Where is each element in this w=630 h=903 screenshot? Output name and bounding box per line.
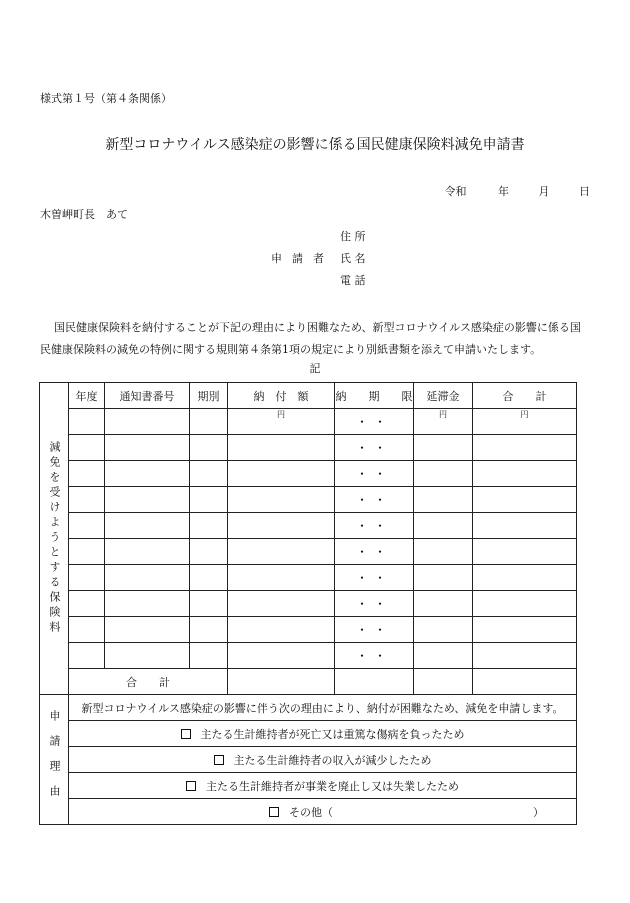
header-total: 合 計: [473, 383, 577, 409]
payment-amount-cell[interactable]: [228, 617, 335, 643]
period-cell[interactable]: [190, 435, 228, 461]
late-fee-cell[interactable]: [414, 617, 473, 643]
year-cell[interactable]: [69, 565, 105, 591]
reason-business-closure[interactable]: [69, 773, 577, 799]
reason-label: 主たる生計維持者が事業を廃止し又は失業したため: [206, 779, 459, 793]
application-statement: 国民健康保険料を納付することが下記の理由により困難なため、新型コロナウイルス感染症の影響に係る国民健康保険料の減免の特例に関する規則第４条第1項の規定により別紙書類を添えて申請いたします。: [40, 321, 581, 356]
reason-label: 主たる生計維持者の収入が減少したため: [233, 753, 432, 767]
reason-intro: 新型コロナウイルス感染症の影響に伴う次の理由により、納付が困難なため、減免を申請します。: [69, 695, 577, 721]
year-cell[interactable]: [69, 409, 105, 435]
date-era: 令和: [444, 185, 467, 198]
notice-number-cell[interactable]: [105, 643, 190, 669]
total-cell[interactable]: [473, 513, 577, 539]
due-date-cell[interactable]: ・・: [335, 539, 414, 565]
payment-amount-cell[interactable]: [228, 461, 335, 487]
total-cell[interactable]: [473, 617, 577, 643]
total-cell[interactable]: [473, 591, 577, 617]
header-payment-amount: 納 付 額: [228, 383, 335, 409]
year-cell[interactable]: [69, 461, 105, 487]
table-row: [40, 409, 577, 435]
total-cell[interactable]: [473, 539, 577, 565]
reason-row: [40, 799, 577, 825]
period-cell[interactable]: [190, 539, 228, 565]
name-label: 氏 名: [340, 252, 366, 265]
document-title: 新型コロナウイルス感染症の影響に係る国民健康保険料減免申請書: [105, 137, 525, 153]
due-date-cell[interactable]: ・・: [335, 461, 414, 487]
grand-total-label: 合 計: [69, 669, 228, 695]
period-cell[interactable]: [190, 617, 228, 643]
late-fee-cell[interactable]: [414, 643, 473, 669]
late-fee-cell[interactable]: [414, 565, 473, 591]
premium-table: [39, 382, 577, 825]
year-cell[interactable]: [69, 617, 105, 643]
reason-intro-row: [40, 695, 577, 721]
total-cell[interactable]: [473, 565, 577, 591]
period-cell[interactable]: [190, 461, 228, 487]
date-day: 日: [579, 185, 590, 198]
checkbox-icon[interactable]: [186, 781, 196, 791]
header-period: 期別: [190, 383, 228, 409]
grand-total-due[interactable]: [335, 669, 414, 695]
applicant-title: 申請者: [271, 252, 334, 265]
date-line: [425, 183, 591, 199]
grand-total-payment[interactable]: [228, 669, 335, 695]
due-date-cell[interactable]: ・・: [335, 565, 414, 591]
table-row: [40, 643, 577, 669]
header-due-date: 納 期 限: [335, 383, 414, 409]
grand-total-late-fee[interactable]: [414, 669, 473, 695]
period-cell[interactable]: [190, 513, 228, 539]
total-cell[interactable]: [473, 435, 577, 461]
notice-number-cell[interactable]: [105, 617, 190, 643]
due-date-cell[interactable]: ・・: [335, 435, 414, 461]
header-notice-number: 通知書番号: [105, 383, 190, 409]
notice-number-cell[interactable]: [105, 409, 190, 435]
payment-amount-cell[interactable]: 円: [228, 409, 335, 435]
due-date-cell[interactable]: ・・: [335, 513, 414, 539]
table-row: [40, 591, 577, 617]
payment-amount-cell[interactable]: [228, 539, 335, 565]
reason-row: [40, 721, 577, 747]
other-close-paren: ）: [533, 805, 544, 819]
reason-label: その他（: [289, 805, 333, 819]
year-cell[interactable]: [69, 591, 105, 617]
due-date-cell[interactable]: ・・: [335, 591, 414, 617]
table-row: [40, 461, 577, 487]
due-date-cell[interactable]: ・・: [335, 617, 414, 643]
reason-row: [40, 747, 577, 773]
table-row: [40, 617, 577, 643]
addressee: 木曽岬町長 あて: [40, 208, 128, 221]
late-fee-cell[interactable]: [414, 461, 473, 487]
table-row: [40, 487, 577, 513]
reason-label: 主たる生計維持者が死亡又は重篤な傷病を負ったため: [200, 727, 465, 741]
period-cell[interactable]: [190, 487, 228, 513]
header-row: [40, 383, 577, 409]
checkbox-icon[interactable]: [214, 755, 224, 765]
total-cell[interactable]: [473, 487, 577, 513]
year-cell[interactable]: [69, 513, 105, 539]
table-row: [40, 513, 577, 539]
notice-number-cell[interactable]: [105, 487, 190, 513]
phone-label: 電 話: [340, 274, 366, 287]
late-fee-cell[interactable]: [414, 435, 473, 461]
period-cell[interactable]: [190, 643, 228, 669]
notice-number-cell[interactable]: [105, 565, 190, 591]
period-cell[interactable]: [190, 565, 228, 591]
year-cell[interactable]: [69, 643, 105, 669]
due-date-cell[interactable]: ・・: [335, 487, 414, 513]
total-cell[interactable]: [473, 461, 577, 487]
notice-number-cell[interactable]: [105, 435, 190, 461]
reason-income-decrease[interactable]: [69, 747, 577, 773]
notice-number-cell[interactable]: [105, 461, 190, 487]
form-number: 様式第１号（第４条関係）: [40, 92, 172, 105]
table-row: [40, 539, 577, 565]
reason-row: [40, 773, 577, 799]
ki-mark: 記: [309, 362, 321, 375]
premium-side-label: 減免を受けようとする保険料: [40, 383, 69, 695]
notice-number-cell[interactable]: [105, 591, 190, 617]
payment-amount-cell[interactable]: [228, 565, 335, 591]
late-fee-cell[interactable]: [414, 487, 473, 513]
header-late-fee: 延滞金: [414, 383, 473, 409]
checkbox-icon[interactable]: [269, 807, 279, 817]
payment-amount-cell[interactable]: [228, 513, 335, 539]
table-row: [40, 565, 577, 591]
payment-amount-cell[interactable]: [228, 435, 335, 461]
reason-other[interactable]: [69, 799, 577, 825]
checkbox-icon[interactable]: [181, 729, 191, 739]
date-year: 年: [498, 185, 509, 198]
address-label: 住 所: [340, 230, 366, 243]
header-year: 年度: [69, 383, 105, 409]
payment-amount-cell[interactable]: [228, 591, 335, 617]
payment-amount-cell[interactable]: [228, 643, 335, 669]
payment-amount-cell[interactable]: [228, 487, 335, 513]
period-cell[interactable]: [190, 409, 228, 435]
reason-side-label: 申請理由: [40, 695, 69, 825]
total-cell[interactable]: 円: [473, 409, 577, 435]
late-fee-cell[interactable]: 円: [414, 409, 473, 435]
notice-number-cell[interactable]: [105, 513, 190, 539]
year-cell[interactable]: [69, 539, 105, 565]
date-month: 月: [538, 185, 550, 198]
notice-number-cell[interactable]: [105, 539, 190, 565]
table-row: [40, 435, 577, 461]
period-cell[interactable]: [190, 591, 228, 617]
due-date-cell[interactable]: ・・: [335, 409, 414, 435]
late-fee-cell[interactable]: [414, 539, 473, 565]
year-cell[interactable]: [69, 487, 105, 513]
reason-death-or-injury[interactable]: [69, 721, 577, 747]
late-fee-cell[interactable]: [414, 513, 473, 539]
total-cell[interactable]: [473, 643, 577, 669]
grand-total-row: [40, 669, 577, 695]
grand-total-sum[interactable]: [473, 669, 577, 695]
due-date-cell[interactable]: ・・: [335, 643, 414, 669]
year-cell[interactable]: [69, 435, 105, 461]
late-fee-cell[interactable]: [414, 591, 473, 617]
